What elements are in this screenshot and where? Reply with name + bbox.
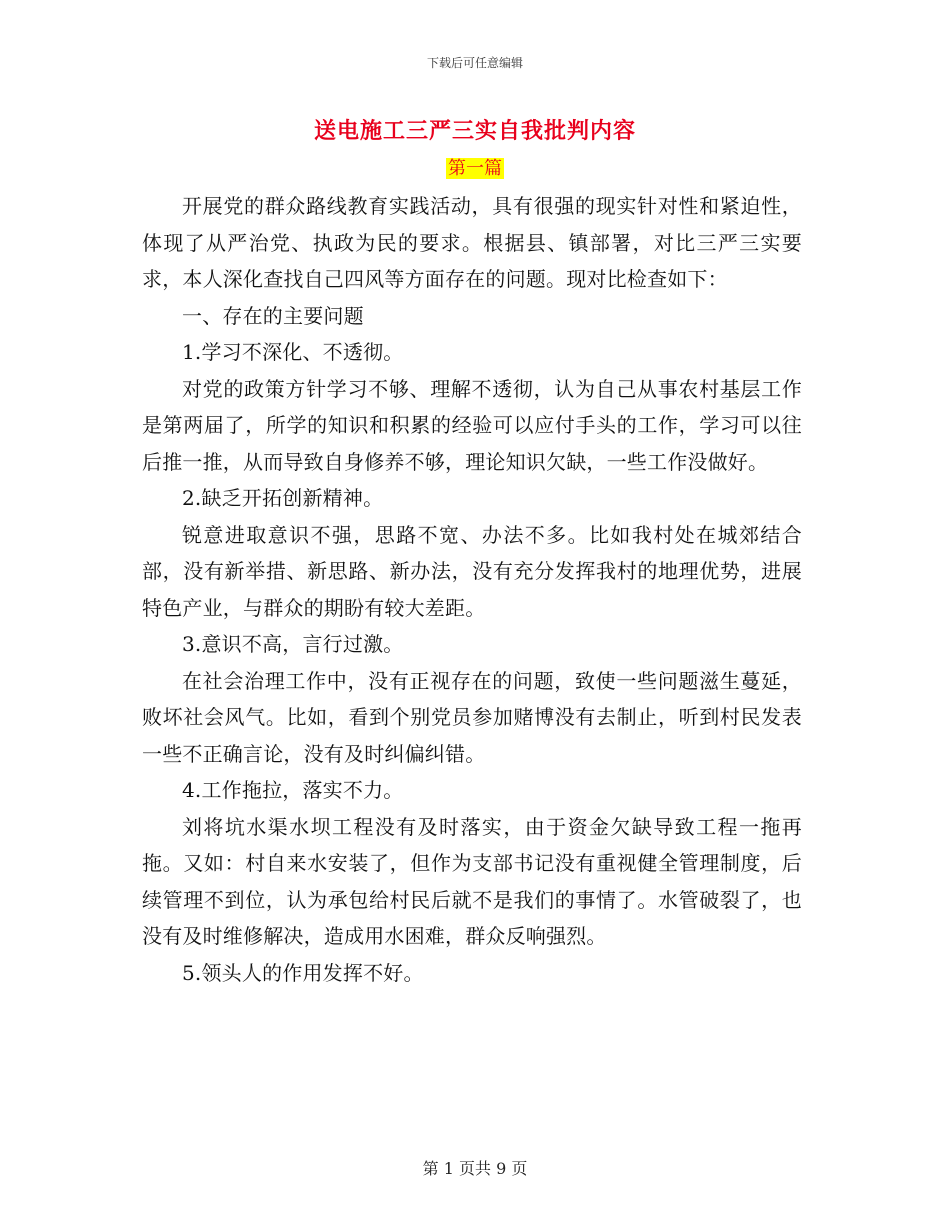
item-body-2: 锐意进取意识不强，思路不宽、办法不多。比如我村处在城郊结合部，没有新举措、新思路、新办法，没有充分发挥我村的地理优势，进展特色产业，与群众的期盼有较大差距。 [142,522,802,620]
page-footer: 第 1 页共 9 页 [422,1159,528,1178]
item-heading-2: 2.缺乏开拓创新精神。 [182,486,384,510]
section-heading-label: 第一篇 [448,158,502,179]
paragraph-intro: 开展党的群众路线教育实践活动，具有很强的现实针对性和紧迫性，体现了从严治党、执政为民的要求。根据县、镇部署，对比三严三实要求，本人深化查找自己四风等方面存在的问题。现对比检查如下： [142,194,802,291]
item-heading-3: 3.意识不高，言行过激。 [182,632,404,656]
item-heading-1: 1.学习不深化、不透彻。 [182,340,404,364]
header-note: 下载后可任意编辑 [426,56,523,70]
item-body-1: 对党的政策方针学习不够、理解不透彻，认为自己从事农村基层工作是第两届了，所学的知识和积累的经验可以应付手头的工作，学习可以往后推一推，从而导致自身修养不够，理论知识欠缺，一些工作没做好。 [142,376,802,474]
section-heading [0,154,950,180]
document-title: 送电施工三严三实自我批判内容 [313,118,636,144]
item-body-3: 在社会治理工作中，没有正视存在的问题，致使一些问题滋生蔓延，败坏社会风气。比如，看到个别党员参加赌博没有去制止，听到村民发表一些不正确言论，没有及时纠偏纠错。 [142,668,802,766]
item-body-4: 刘将坑水渠水坝工程没有及时落实，由于资金欠缺导致工程一拖再拖。又如：村自来水安装了，但作为支部书记没有重视健全管理制度，后续管理不到位，认为承包给村民后就不是我们的事情了。水管破裂了，也没有及时维修解决，造成用水困难，群众反响强烈。 [142,814,802,948]
heading-main-problems: 一、存在的主要问题 [182,303,364,328]
item-heading-4: 4.工作拖拉，落实不力。 [182,778,404,802]
document-body [142,188,802,991]
item-heading-5: 5.领头人的作用发挥不好。 [182,960,424,985]
